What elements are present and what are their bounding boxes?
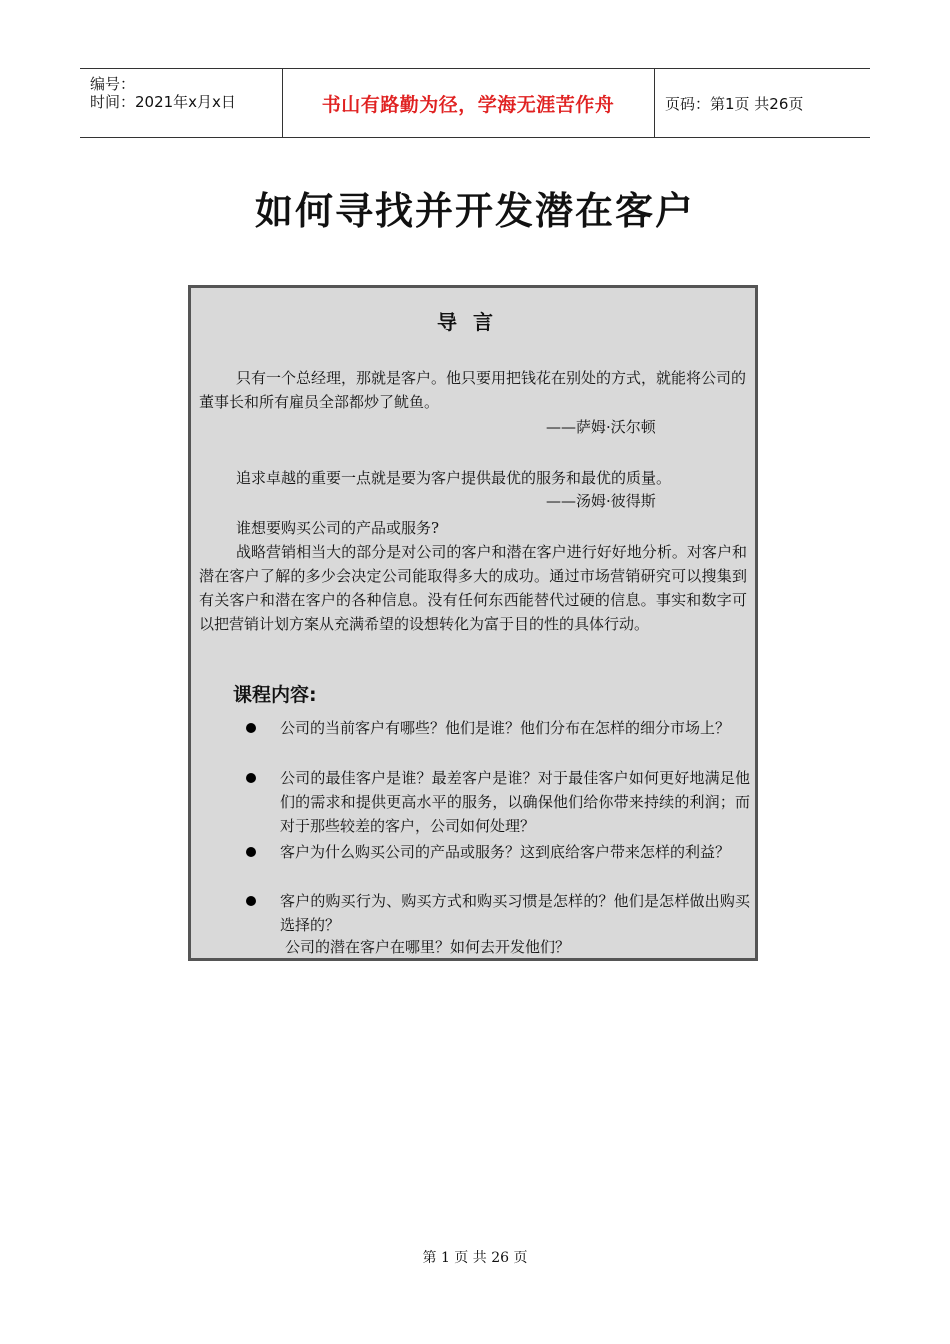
list-item-text: 客户为什么购买公司的产品或服务？这到底给客户带来怎样的利益？ [280,843,731,861]
document-title: 如何寻找并开发潜在客户 [254,189,695,233]
header-page-cell [655,69,870,137]
closing-line: 公司的潜在客户在哪里？如何去开发他们？ [285,938,571,956]
quote-2-author: ——汤姆·彼得斯 [546,492,656,510]
list-item-text: 公司的最佳客户是谁？最差客户是谁？对于最佳客户如何更好地满足他们的需求和提供更高水平的服务，以确保他们给你带来持续的利润；而对于那些较差的客户，公司如何处理？ [280,769,750,835]
bullet-dot [246,723,256,733]
intro-heading: 导言 [437,310,509,334]
motto-text: 书山有路勤为径，学海无涯苦作舟 [321,93,615,116]
list-item-text: 客户的购买行为、购买方式和购买习惯是怎样的？他们是怎样做出购买选择的？ [280,892,750,934]
intro-question: 谁想要购买公司的产品或服务? [236,519,440,537]
date-label: 时间：2021年x月x日 [90,93,236,111]
quote-2: 追求卓越的重要一点就是要为客户提供最优的服务和最优的质量。 [236,469,672,487]
header-page-info: 页码：第1页 共26页 [665,94,804,113]
quote-1: 只有一个总经理，那就是客户。他只要用把钱花在别处的方式，就能将公司的董事长和所有雇员全部都炒了鱿鱼。 [199,369,747,411]
page-footer: 第 1 页 共 26 页 [422,1250,528,1266]
bullet-dot [246,896,256,906]
bullet-dot [246,847,256,857]
bullet-dot [246,773,256,783]
intro-body: 战略营销相当大的部分是对公司的客户和潜在客户进行好好地分析。对客户和潜在客户了解的多少会决定公司能取得多大的成功。通过市场营销研究可以搜集到有关客户和潜在客户的各种信息。没有任何东西能替代过硬的信息。事实和数字可以把营销计划方案从充满希望的设想转化为富于目的性的具体行动。 [199,543,747,633]
list-item-text: 公司的当前客户有哪些？他们是谁？他们分布在怎样的细分市场上？ [280,719,731,737]
header-meta [80,69,283,137]
course-heading: 课程内容: [233,684,317,706]
quote-1-author: ——萨姆·沃尔顿 [546,418,656,436]
page-header [80,68,870,138]
header-motto-cell [282,69,655,137]
code-label: 编号： [90,75,136,93]
intro-box [188,285,758,961]
